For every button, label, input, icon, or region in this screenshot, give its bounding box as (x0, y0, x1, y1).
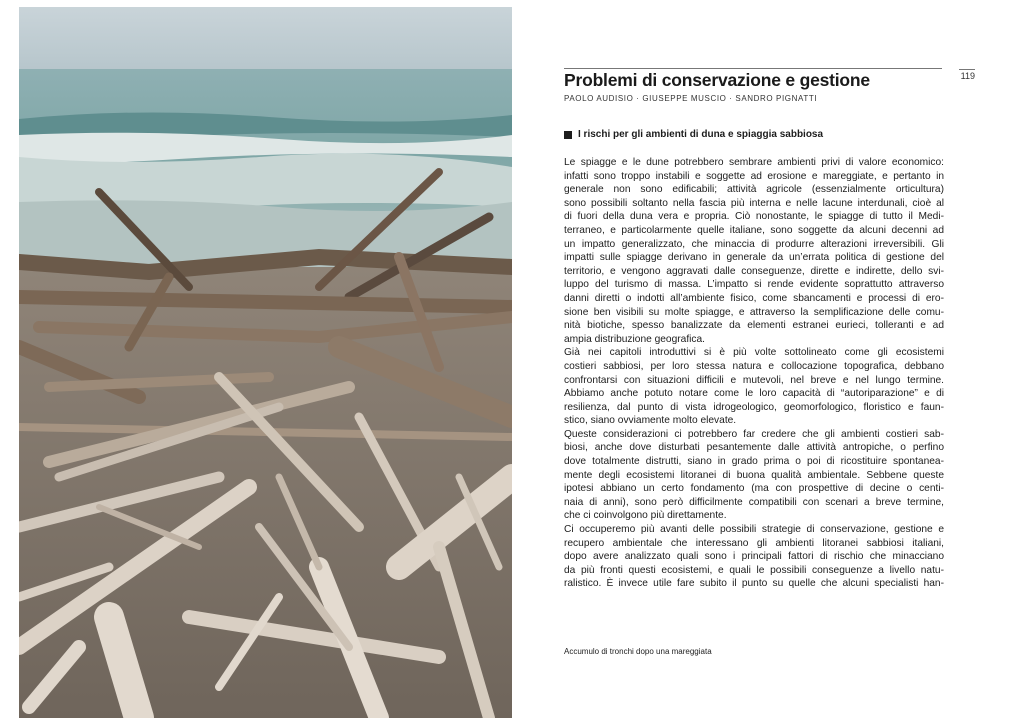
body-line: stico, siano ovviamente molto elevate. (564, 415, 737, 427)
page-number: 119 (960, 71, 975, 81)
body-line: biosi, anche dove disturbati pesantemente dalle attività antropiche, o perfino (564, 442, 944, 454)
body-line: costieri sabbiosi, per loro stessa natura e collocazione topografica, debbano (564, 360, 944, 372)
body-line: resilienza, dal punto di vista idrogeologico, geomorfologico, floristico e faun- (564, 401, 944, 413)
body-line: che ci coinvolgono più direttamente. (564, 510, 727, 522)
body-line: un impatto generalizzato, che minaccia di produrre alterazioni irreversibili. Gli (564, 238, 944, 250)
body-line: generale non sono edificabili; attività agricole (essenzialmente orticultura) (564, 184, 944, 196)
body-line: naia di anni), sono però difficilmente compatibili con scenari a breve termine, (564, 496, 944, 508)
body-line: mente degli ecosistemi litoranei di buona qualità ambientale. Sebbene queste (564, 469, 944, 481)
body-line: danni diretti o indotti all’ambiente fisico, come sbancamenti e processi di ero- (564, 292, 944, 304)
body-line: Abbiamo anche potuto notare come le loro capacità di “autoriparazione” e di (564, 388, 944, 400)
photo-caption: Accumulo di tronchi dopo una mareggiata (564, 647, 712, 656)
body-line: di fuori della duna vera e propria. Ciò nonostante, le spiagge di tutto il Medi- (564, 211, 944, 223)
section-heading-text: I rischi per gli ambienti di duna e spiaggia sabbiosa (578, 129, 824, 140)
driftwood-beach-photo (19, 7, 512, 718)
section-heading (564, 129, 823, 140)
driftwood-photo-illustration (19, 7, 512, 718)
body-line: sono possibili soltanto nella fascia più interna e nelle lacune interdunali, cioè al (564, 197, 944, 209)
body-line: Queste considerazioni ci potrebbero far credere che gli ambienti costieri sab- (564, 428, 944, 440)
body-line: territorio, e vengono aggravati dalle conseguenze, dirette e indirette, dello svi- (564, 265, 944, 277)
body-line: terraneo, e particolarmente quelle italiane, sono soggette da alcuni decenni ad (564, 224, 944, 236)
body-line: da più fronti questi ecosistemi, e quali le possibili conseguenze a livello natu- (564, 564, 944, 576)
body-line: infatti sono troppo instabili e soggette ad erosione e mareggiate, e pertanto in (564, 170, 944, 182)
page-title: Problemi di conservazione e gestione (564, 70, 870, 90)
body-line: dopo avere analizzato quali sono i principali fattori di rischio che minacciano (564, 551, 944, 563)
bullet-square-icon (564, 131, 572, 139)
body-line: ipotesi abbiano un certo fondamento (ma con prospettive di decine o centi- (564, 483, 944, 495)
header-rule (564, 68, 942, 69)
authors-line: PAOLO AUDISIO · GIUSEPPE MUSCIO · SANDRO PIGNATTI (564, 94, 818, 103)
body-line: sione ben visibili su molte spiagge, e attraverso la semplificazione delle comu- (564, 306, 944, 318)
body-line: recupero ambientale che interessano gli ambienti litoranei sabbiosi italiani, (564, 537, 944, 549)
body-line: ampia distribuzione geografica. (564, 333, 706, 345)
body-line: confrontarsi con situazioni difficili e mutevoli, nel breve e nel lungo termine. (564, 374, 944, 386)
body-line: impatti sulle spiagge derivano in generale da un’errata politica di gestione del (564, 252, 944, 264)
body-line: dove totalmente distrutti, siano in grado prima o poi di ricostituire spontanea- (564, 456, 944, 468)
body-text (564, 156, 944, 591)
body-line: ralistico. È invece utile fare subito il punto su quelle che alcuni specialisti han- (564, 578, 944, 590)
body-line: nità biotiche, spesso banalizzate da elementi estranei eurieci, tolleranti e ad (564, 320, 944, 332)
body-line: luppo del turismo di massa. L’impatto si rende evidente soprattutto attraverso (564, 279, 944, 291)
body-line: Le spiagge e le dune potrebbero sembrare ambienti privi di valore economico: (564, 157, 944, 168)
body-line: Già nei capitoli introduttivi si è più volte sottolineato come gli ecosistemi (564, 347, 944, 359)
body-line: Ci occuperemo più avanti delle possibili strategie di conservazione, gestione e (564, 524, 944, 536)
